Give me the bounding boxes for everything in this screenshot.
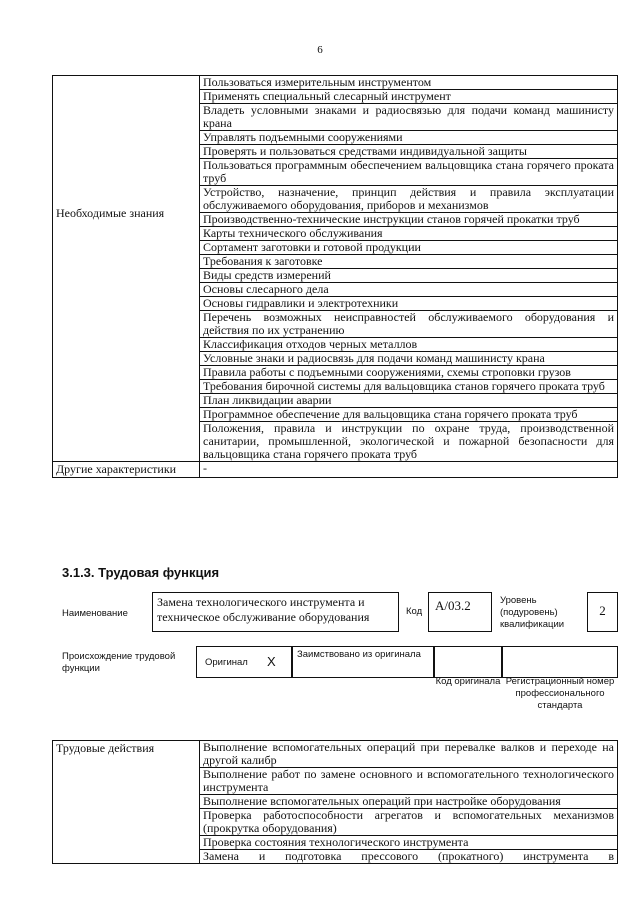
knowledge-item: Положения, правила и инструкции по охране труда, производственной санитарии, промышленной, экологической и пожарной безопасности для вальцовщика стана горячего проката труб — [200, 422, 618, 462]
borrowed-label: Заимствовано из оригинала — [297, 649, 421, 660]
action-item: Выполнение вспомогательных операций при настройке оборудования — [200, 795, 618, 809]
knowledge-table — [52, 75, 618, 478]
knowledge-item: Классификация отходов черных металлов — [200, 338, 618, 352]
code-label: Код — [406, 606, 423, 617]
action-item: Проверка состояния технологического инструмента — [200, 836, 618, 850]
knowledge-item: Проверять и пользоваться средствами индивидуальной защиты — [200, 145, 618, 159]
function-name-box — [152, 592, 399, 632]
original-mark: X — [267, 654, 276, 669]
page-number: 6 — [317, 44, 323, 56]
knowledge-item: Требования бирочной системы для вальцовщика станов горячего проката труб — [200, 380, 618, 394]
knowledge-item: Устройство, назначение, принцип действия и правила эксплуатации обслуживаемого оборудования, приборов и механизмов — [200, 186, 618, 213]
function-name-value: Замена технологического инструмента и техническое обслуживание оборудования — [157, 595, 370, 624]
original-box — [196, 646, 292, 678]
knowledge-item: Пользоваться программным обеспечением вальцовщика стана горячего проката труб — [200, 159, 618, 186]
action-item: Проверка работоспособности агрегатов и вспомогательных механизмов (прокрутка оборудования) — [200, 809, 618, 836]
knowledge-item: Виды средств измерений — [200, 269, 618, 283]
action-item: Выполнение вспомогательных операций при перевалке валков и переходе на другой калибр — [200, 741, 618, 768]
actions-label: Трудовые действия — [53, 741, 200, 864]
level-label: Уровень (подуровень) квалификации — [500, 595, 565, 630]
origin-label: Происхождение трудовой функции — [62, 651, 176, 674]
knowledge-label: Необходимые знания — [53, 76, 200, 462]
code-box — [428, 592, 492, 632]
knowledge-item: Управлять подъемными сооружениями — [200, 131, 618, 145]
reg-number-box — [502, 646, 618, 678]
knowledge-item: Перечень возможных неисправностей обслуживаемого оборудования и действия по их устранению — [200, 311, 618, 338]
other-characteristics-label: Другие характеристики — [53, 462, 200, 478]
knowledge-item: Основы слесарного дела — [200, 283, 618, 297]
knowledge-item: Сортамент заготовки и готовой продукции — [200, 241, 618, 255]
knowledge-item: Правила работы с подъемными сооружениями, схемы строповки грузов — [200, 366, 618, 380]
knowledge-item: Условные знаки и радиосвязь для подачи команд машинисту крана — [200, 352, 618, 366]
knowledge-item: Программное обеспечение для вальцовщика стана горячего проката труб — [200, 408, 618, 422]
actions-table — [52, 740, 618, 864]
level-box — [587, 592, 618, 632]
knowledge-item: Требования к заготовке — [200, 255, 618, 269]
action-item: Замена и подготовка прессового (прокатного) инструмента в — [200, 850, 618, 864]
action-item: Выполнение работ по замене основного и вспомогательного технологического инструмента — [200, 768, 618, 795]
knowledge-item: Владеть условными знаками и радиосвязью для подачи команд машинисту крана — [200, 104, 618, 131]
knowledge-item: Применять специальный слесарный инструмент — [200, 90, 618, 104]
level-value: 2 — [599, 603, 606, 618]
reg-number-caption: Регистрационный номер профессионального стандарта — [505, 676, 615, 711]
other-characteristics-value: - — [200, 462, 618, 478]
borrowed-box — [292, 646, 434, 678]
knowledge-item: Производственно-технические инструкции станов горячей прокатки труб — [200, 213, 618, 227]
knowledge-item: Карты технического обслуживания — [200, 227, 618, 241]
code-original-caption: Код оригинала — [435, 676, 501, 687]
code-value: A/03.2 — [435, 598, 471, 613]
knowledge-item: Пользоваться измерительным инструментом — [200, 76, 618, 90]
code-original-box — [434, 646, 502, 678]
original-label: Оригинал — [205, 657, 248, 668]
name-label: Наименование — [62, 608, 128, 619]
section-title: 3.1.3. Трудовая функция — [62, 565, 220, 580]
knowledge-item: План ликвидации аварии — [200, 394, 618, 408]
knowledge-item: Основы гидравлики и электротехники — [200, 297, 618, 311]
